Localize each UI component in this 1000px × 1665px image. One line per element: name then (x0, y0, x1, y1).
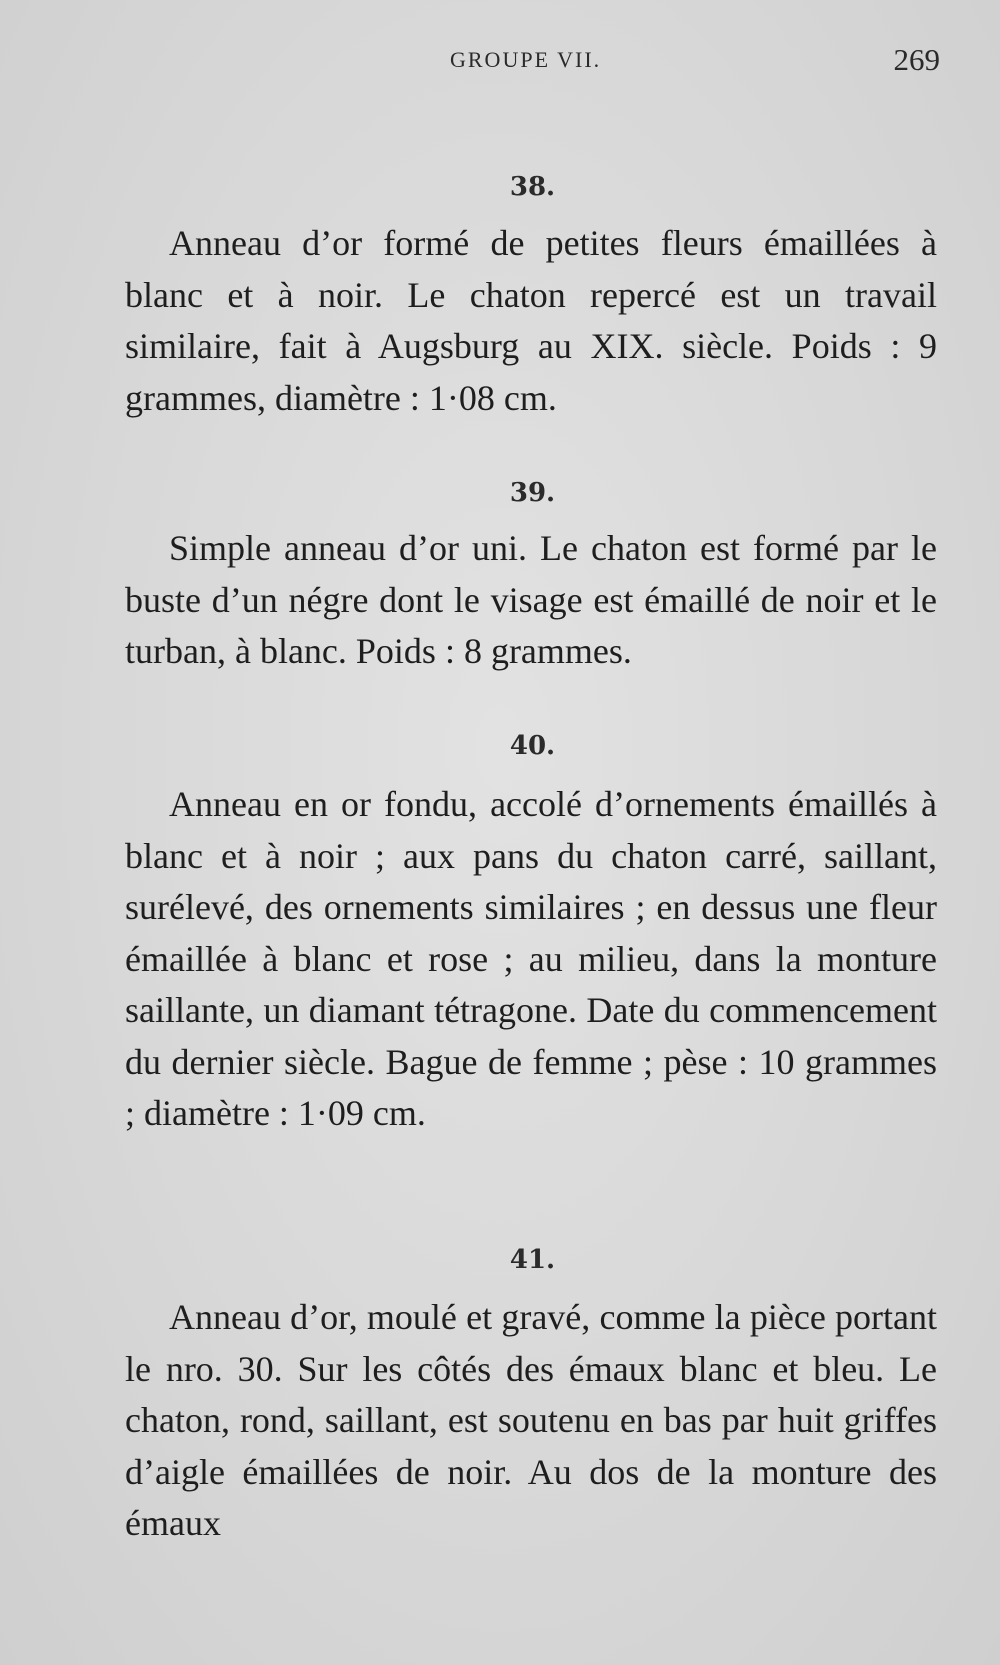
entry-number-39: 39. (509, 478, 556, 508)
entry-number-40: 40. (509, 731, 556, 761)
entry-text-41: Anneau d’or, moulé et gravé, comme la pièce portant le nro. 30. Sur les côtés des émaux blanc et bleu. Le chaton, rond, saillant, est soutenu en bas par huit griffes d’aigle émaillées de noir. Au dos de la monture des émaux (125, 1297, 937, 1543)
entry-number-38: 38. (509, 172, 556, 202)
page-number: 269 (893, 42, 940, 77)
entry-text-39: Simple anneau d’or uni. Le chaton est formé par le buste d’un négre dont le visage est émaillé de noir et le turban, à blanc. Poids : 8 grammes. (125, 528, 937, 671)
entry-number-41: 41. (509, 1245, 556, 1275)
entry-text-40: Anneau en or fondu, accolé d’ornements émaillés à blanc et à noir ; aux pans du chaton carré, saillant, surélevé, des ornements similaires ; en dessus une fleur émaillée à blanc et rose ; au milieu, dans la monture saillante, un diamant tétragone. Date du commencement du dernier siècle. Bague de femme ; pèse : 10 grammes ; diamètre : 1·09 cm. (125, 784, 937, 1133)
page-header (125, 40, 940, 80)
running-head: GROUPE VII. (450, 47, 602, 72)
entry-text-38: Anneau d’or formé de petites fleurs émaillées à blanc et à noir. Le chaton repercé est un travail similaire, fait à Augsburg au XIX. siècle. Poids : 9 grammes, diamètre : 1·08 cm. (125, 223, 937, 418)
